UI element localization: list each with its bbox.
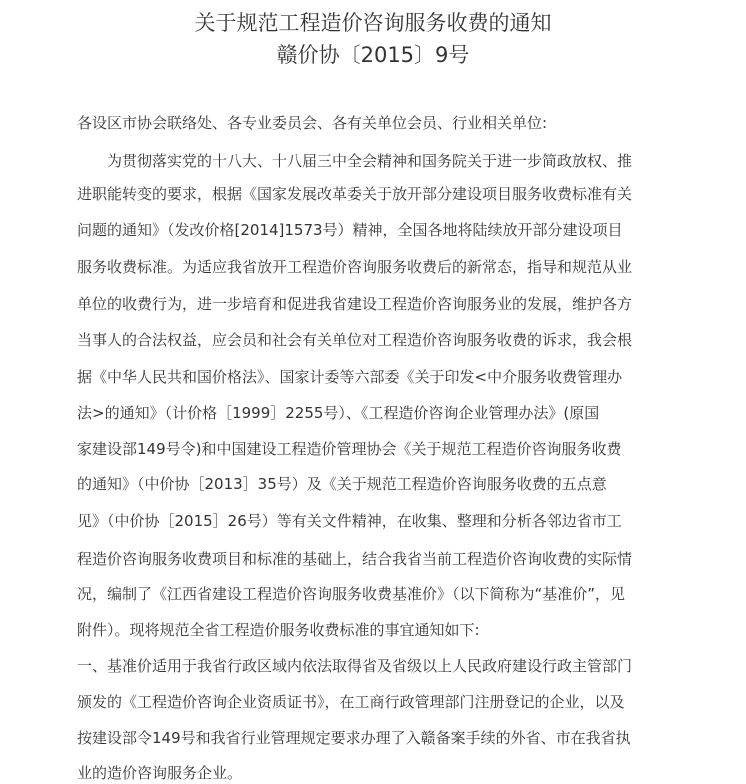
body-line: 见》（中价协［2015］26号）等有关文件精神，在收集、整理和分析各邻边省市工 xyxy=(77,512,622,530)
body-line: 问题的通知》（发改价格[2014]1573号）精神，全国各地将陆续放开部分建设项目 xyxy=(77,221,623,239)
body-line: 据《中华人民共和国价格法》、国家计委等六部委《关于印发<中介服务收费管理办 xyxy=(77,368,623,386)
document-number: 赣价协〔2015〕9号 xyxy=(276,43,470,67)
body-line: 家建设部149号令)和中国建设工程造价管理协会《关于规范工程造价咨询服务收费 xyxy=(77,440,622,458)
body-line: 进职能转变的要求，根据《国家发展改革委关于放开部分建设项目服务收费标准有关 xyxy=(77,185,633,203)
body-line: 按建设部令149号和我省行业管理规定要求办理了入赣备案手续的外省、市在我省执 xyxy=(77,729,631,747)
body-line: 程造价咨询服务收费项目和标准的基础上，结合我省当前工程造价咨询收费的实际情 xyxy=(77,550,633,568)
body-line: 当事人的合法权益，应会员和社会有关单位对工程造价咨询服务收费的诉求，我会根 xyxy=(77,331,633,349)
body-line: 业的造价咨询服务企业。 xyxy=(77,764,243,782)
document-title: 关于规范工程造价咨询服务收费的通知 xyxy=(194,11,552,35)
body-line: 的通知》（中价协［2013］35号）及《关于规范工程造价咨询服务收费的五点意 xyxy=(77,475,607,493)
body-line: 况，编制了《江西省建设工程造价咨询服务收费基准价》（以下简称为“基准价”，见 xyxy=(77,585,626,603)
body-line: 颁发的《工程造价咨询企业资质证书》，在工商行政管理部门注册登记的企业，以及 xyxy=(77,693,625,711)
body-line: 为贯彻落实党的十八大、十八届三中全会精神和国务院关于进一步简政放权、推 xyxy=(107,152,633,170)
body-line: 法>的通知》（计价格［1999］2255号）、《工程造价咨询企业管理办法》(原国 xyxy=(77,404,600,422)
addressee-line: 各设区市协会联络处、各专业委员会、各有关单位会员、行业相关单位: xyxy=(77,114,548,132)
body-line: 服务收费标准。为适应我省放开工程造价咨询服务收费后的新常态，指导和规范从业 xyxy=(77,258,633,276)
body-line: 单位的收费行为，进一步培育和促进我省建设工程造价咨询服务业的发展，维护各方 xyxy=(77,295,633,313)
body-line: 附件）。现将规范全省工程造价服务收费标准的事宜通知如下: xyxy=(77,621,480,639)
body-line: 一、基准价适用于我省行政区域内依法取得省及省级以上人民政府建设行政主管部门 xyxy=(77,657,633,675)
